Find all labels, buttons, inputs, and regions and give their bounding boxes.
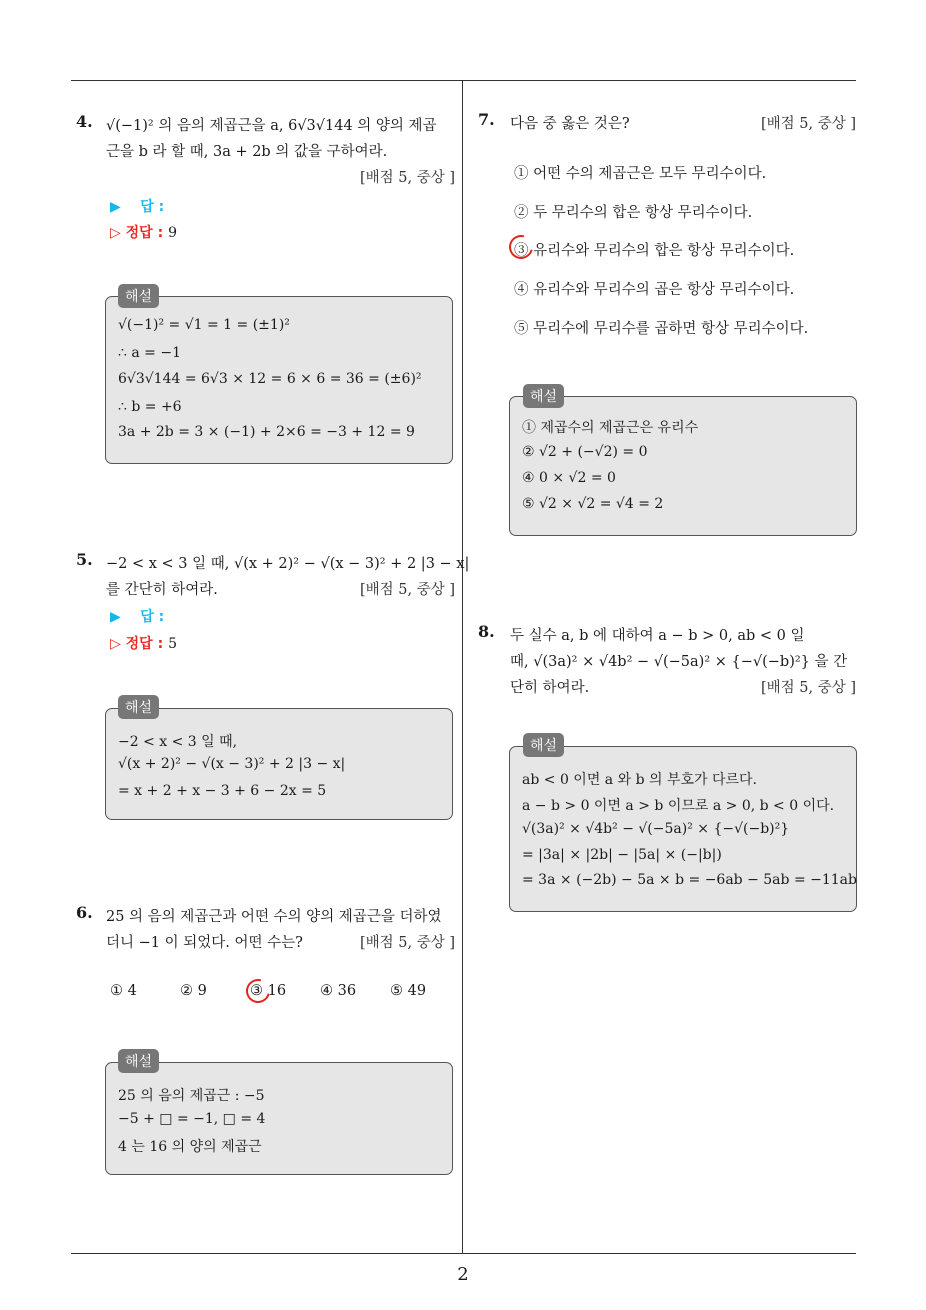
explanation-box	[509, 746, 857, 912]
option-2[interactable]: ② 9	[180, 983, 207, 999]
explanation-box	[105, 1062, 453, 1175]
correct-answer-line	[110, 222, 177, 242]
question-text-line1: 25 의 음의 제곱근과 어떤 수의 양의 제곱근을 더하였	[106, 909, 442, 925]
option-5[interactable]: ⑤ 무리수에 무리수를 곱하면 항상 무리수이다.	[514, 321, 809, 337]
explanation-tag: 해설	[118, 1049, 159, 1073]
explanation-line: √(−1)² = √1 = 1 = (±1)²	[118, 317, 290, 333]
question-number: 4.	[76, 112, 93, 131]
explanation-line: ① 제곱수의 제곱근은 유리수	[522, 420, 699, 436]
explanation-tag: 해설	[118, 695, 159, 719]
score-meta: [배점 5, 중상 ]	[760, 680, 856, 696]
question-text-line2: 근을 b 라 할 때, 3a + 2b 의 값을 구하여라.	[106, 144, 388, 160]
explanation-line: 4 는 16 의 양의 제곱근	[118, 1139, 262, 1155]
option-2[interactable]: ② 두 무리수의 합은 항상 무리수이다.	[514, 205, 753, 221]
correct-value: 9	[168, 225, 177, 241]
explanation-line: = x + 2 + x − 3 + 6 − 2x = 5	[118, 783, 327, 799]
answer-mark-circle-icon	[242, 975, 275, 1008]
explanation-line: ab < 0 이면 a 와 b 의 부호가 다르다.	[522, 772, 757, 788]
correct-label: 정답 :	[125, 636, 164, 652]
top-rule	[71, 80, 856, 81]
explanation-line: a − b > 0 이면 a > b 이므로 a > 0, b < 0 이다.	[522, 798, 835, 814]
question-text-line1: −2 < x < 3 일 때, √(x + 2)² − √(x − 3)² + 2 |3 − x|	[106, 556, 470, 572]
explanation-line: √(x + 2)² − √(x − 3)² + 2 |3 − x|	[118, 756, 346, 772]
answer-arrow-icon: ▶	[110, 609, 121, 625]
explanation-line: 6√3√144 = 6√3 × 12 = 6 × 6 = 36 = (±6)²	[118, 371, 422, 387]
correct-answer-line	[110, 633, 177, 653]
question-number: 6.	[76, 903, 93, 922]
explanation-line: ② √2 + (−√2) = 0	[522, 444, 648, 460]
score-meta: [배점 5, 중상 ]	[359, 170, 455, 186]
explanation-line: ⑤ √2 × √2 = √4 = 2	[522, 496, 664, 512]
explanation-line: = 3a × (−2b) − 5a × b = −6ab − 5ab = −11ab	[522, 872, 857, 888]
question-text-line1: 다음 중 옳은 것은?	[510, 116, 630, 132]
answer-label: 답 :	[140, 609, 165, 625]
explanation-line: ∴ a = −1	[118, 345, 181, 361]
explanation-line: = |3a| × |2b| − |5a| × (−|b|)	[522, 847, 722, 863]
explanation-line: −5 + □ = −1, □ = 4	[118, 1111, 266, 1127]
score-meta: [배점 5, 중상 ]	[359, 582, 455, 598]
explanation-line: ④ 0 × √2 = 0	[522, 470, 616, 486]
question-text-line2: 때, √(3a)² × √4b² − √(−5a)² × {−√(−b)²} 을 간	[510, 654, 848, 670]
explanation-box	[105, 708, 453, 820]
explanation-box	[105, 296, 453, 464]
question-number: 7.	[478, 110, 495, 129]
correct-arrow-icon: ▷	[110, 636, 121, 652]
answer-arrow-icon: ▶	[110, 199, 121, 215]
explanation-tag: 해설	[118, 284, 159, 308]
explanation-line: 3a + 2b = 3 × (−1) + 2×6 = −3 + 12 = 9	[118, 424, 415, 440]
option-1[interactable]: ① 4	[110, 983, 137, 999]
question-text-line2: 를 간단히 하여라.	[106, 582, 218, 598]
explanation-tag: 해설	[523, 384, 564, 408]
explanation-line: ∴ b = +6	[118, 399, 182, 415]
question-text-line1: √(−1)² 의 음의 제곱근을 a, 6√3√144 의 양의 제곱	[106, 118, 437, 134]
bottom-rule	[71, 1253, 856, 1254]
explanation-tag: 해설	[523, 733, 564, 757]
correct-arrow-icon: ▷	[110, 225, 121, 241]
option-5[interactable]: ⑤ 49	[390, 983, 427, 999]
answer-label: 답 :	[140, 199, 165, 215]
column-divider	[462, 81, 463, 1253]
option-4[interactable]: ④ 유리수와 무리수의 곱은 항상 무리수이다.	[514, 282, 795, 298]
question-text-line3: 단히 하여라.	[510, 680, 590, 696]
explanation-line: −2 < x < 3 일 때,	[118, 734, 238, 750]
question-text-line1: 두 실수 a, b 에 대하여 a − b > 0, ab < 0 일	[510, 628, 805, 644]
question-text-line2: 더니 −1 이 되었다. 어떤 수는?	[106, 935, 303, 951]
answer-line	[110, 606, 164, 626]
option-3[interactable]: ③ 16	[250, 983, 287, 999]
explanation-box	[509, 396, 857, 536]
score-meta: [배점 5, 중상 ]	[760, 116, 856, 132]
option-3[interactable]: ③ 유리수와 무리수의 합은 항상 무리수이다.	[514, 243, 795, 259]
page-number: 2	[457, 1264, 469, 1285]
question-number: 8.	[478, 622, 495, 641]
explanation-line: √(3a)² × √4b² − √(−5a)² × {−√(−b)²}	[522, 821, 790, 837]
answer-line	[110, 196, 164, 216]
option-1[interactable]: ① 어떤 수의 제곱근은 모두 무리수이다.	[514, 166, 767, 182]
question-number: 5.	[76, 550, 93, 569]
explanation-line: 25 의 음의 제곱근 : −5	[118, 1088, 265, 1104]
score-meta: [배점 5, 중상 ]	[359, 935, 455, 951]
correct-label: 정답 :	[125, 225, 164, 241]
correct-value: 5	[168, 636, 177, 652]
option-4[interactable]: ④ 36	[320, 983, 357, 999]
